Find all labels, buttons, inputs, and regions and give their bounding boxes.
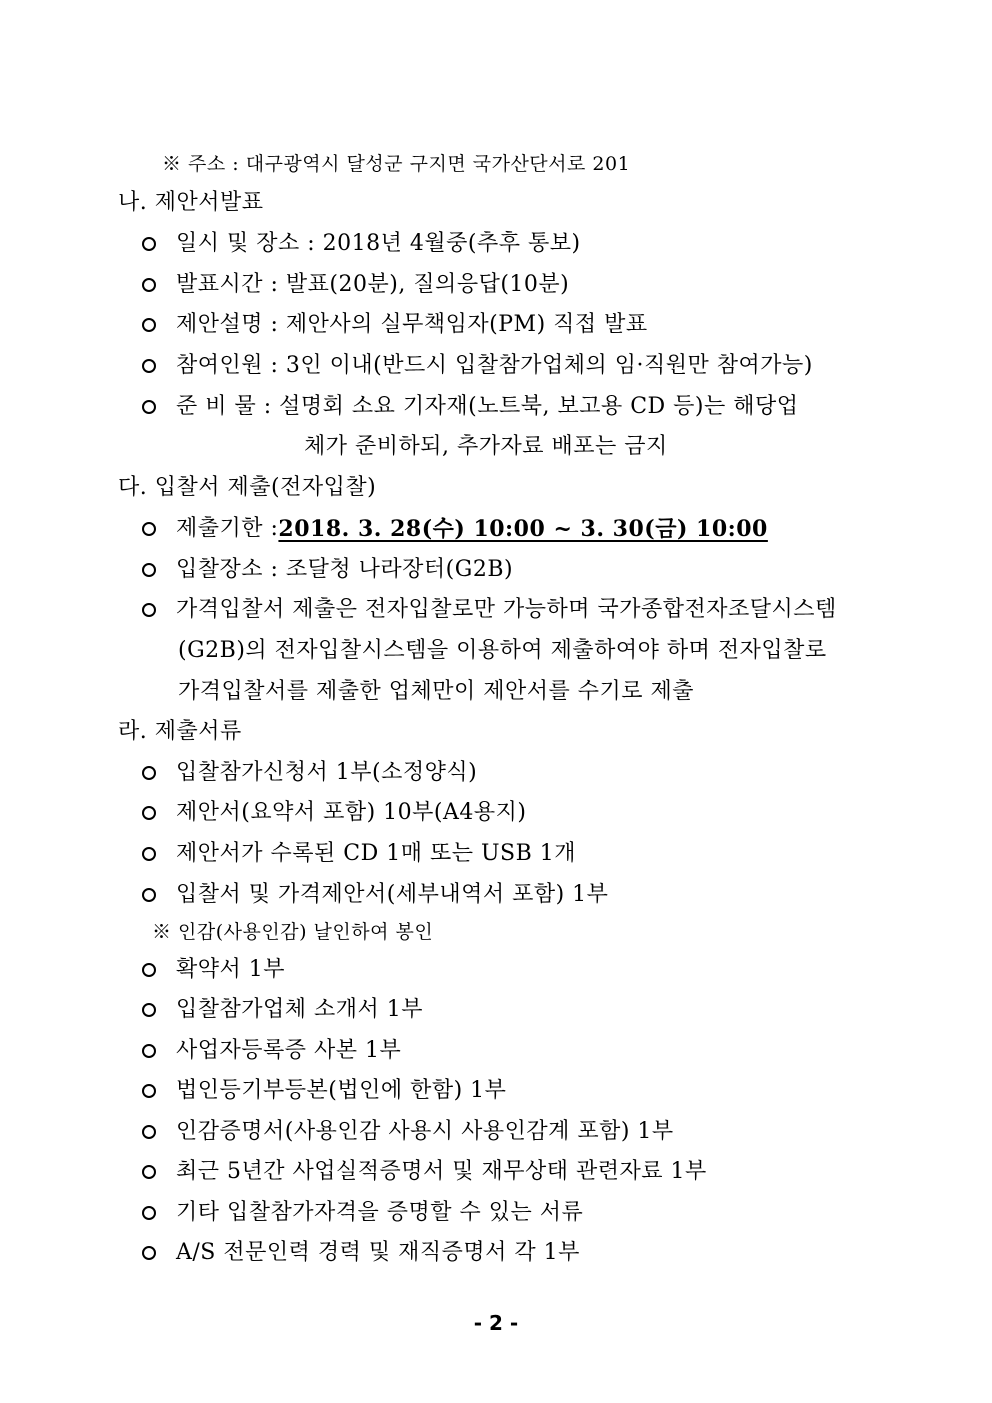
list-item bbox=[142, 351, 813, 381]
list-item bbox=[142, 270, 569, 300]
circle-bullet-icon bbox=[142, 1044, 156, 1058]
list-item-text: 준 비 물 : 설명회 소요 기자재(노트북, 보고용 CD 등)는 해당업 bbox=[176, 394, 799, 419]
list-item-text: 사업자등록증 사본 1부 bbox=[176, 1038, 402, 1063]
list-item bbox=[142, 1036, 401, 1066]
list-item-text: 일시 및 장소 : 2018년 4월중(추후 통보) bbox=[176, 231, 581, 256]
list-item-continuation: 체가 준비하되, 추가자료 배포는 금지 bbox=[304, 434, 668, 459]
circle-bullet-icon bbox=[142, 1084, 156, 1098]
section-na-title: 나. 제안서발표 bbox=[118, 190, 264, 215]
list-item bbox=[142, 839, 576, 869]
circle-bullet-icon bbox=[142, 1246, 156, 1260]
section-ra-title: 라. 제출서류 bbox=[118, 719, 242, 744]
list-item-text: 기타 입찰참가자격을 증명할 수 있는 서류 bbox=[176, 1200, 584, 1225]
address-note: ※ 주소 : 대구광역시 달성군 구지면 국가산단서로 201 bbox=[162, 153, 631, 175]
list-item bbox=[142, 1117, 674, 1147]
list-item bbox=[142, 955, 285, 985]
list-item-text: 가격입찰서 제출은 전자입찰로만 가능하며 국가종합전자조달시스템 bbox=[176, 597, 837, 622]
list-item-text: 입찰참가신청서 1부(소정양식) bbox=[176, 760, 478, 785]
list-item bbox=[142, 514, 768, 544]
list-item-text: 인감증명서(사용인감 사용시 사용인감계 포함) 1부 bbox=[176, 1119, 674, 1144]
circle-bullet-icon bbox=[142, 278, 156, 292]
circle-bullet-icon bbox=[142, 400, 156, 414]
deadline-label: 제출기한 : bbox=[176, 516, 279, 541]
circle-bullet-icon bbox=[142, 603, 156, 617]
list-item-text: 입찰참가업체 소개서 1부 bbox=[176, 997, 424, 1022]
circle-bullet-icon bbox=[142, 847, 156, 861]
circle-bullet-icon bbox=[142, 359, 156, 373]
circle-bullet-icon bbox=[142, 963, 156, 977]
section-da-title: 다. 입찰서 제출(전자입찰) bbox=[118, 475, 377, 500]
circle-bullet-icon bbox=[142, 563, 156, 577]
seal-note: ※ 인감(사용인감) 날인하여 봉인 bbox=[152, 921, 434, 943]
list-item bbox=[142, 555, 513, 585]
list-item-continuation: 가격입찰서를 제출한 업체만이 제안서를 수기로 제출 bbox=[178, 679, 695, 704]
list-item-text: 제안설명 : 제안사의 실무책임자(PM) 직접 발표 bbox=[176, 312, 648, 337]
list-item bbox=[142, 310, 648, 340]
list-item bbox=[142, 1157, 707, 1187]
circle-bullet-icon bbox=[142, 888, 156, 902]
circle-bullet-icon bbox=[142, 1206, 156, 1220]
list-item-text: 최근 5년간 사업실적증명서 및 재무상태 관련자료 1부 bbox=[176, 1159, 707, 1184]
list-item-text: 제안서가 수록된 CD 1매 또는 USB 1개 bbox=[176, 841, 576, 866]
list-item-text: 확약서 1부 bbox=[176, 957, 285, 982]
list-item bbox=[142, 995, 423, 1025]
list-item bbox=[142, 758, 477, 788]
circle-bullet-icon bbox=[142, 1165, 156, 1179]
circle-bullet-icon bbox=[142, 806, 156, 820]
list-item bbox=[142, 1238, 580, 1268]
list-item-text: 발표시간 : 발표(20분), 질의응답(10분) bbox=[176, 272, 570, 297]
list-item-text: 법인등기부등본(법인에 한함) 1부 bbox=[176, 1078, 507, 1103]
list-item bbox=[142, 595, 837, 625]
circle-bullet-icon bbox=[142, 1003, 156, 1017]
list-item bbox=[142, 392, 799, 422]
circle-bullet-icon bbox=[142, 522, 156, 536]
list-item bbox=[142, 1076, 506, 1106]
circle-bullet-icon bbox=[142, 318, 156, 332]
list-item-text: 입찰서 및 가격제안서(세부내역서 포함) 1부 bbox=[176, 882, 609, 907]
page-number: - 2 - bbox=[473, 1311, 519, 1335]
list-item-text: 입찰장소 : 조달청 나라장터(G2B) bbox=[176, 557, 514, 582]
list-item-text: A/S 전문인력 경력 및 재직증명서 각 1부 bbox=[176, 1240, 580, 1265]
circle-bullet-icon bbox=[142, 1125, 156, 1139]
list-item-text: 참여인원 : 3인 이내(반드시 입찰참가업체의 임·직원만 참여가능) bbox=[176, 353, 813, 378]
list-item bbox=[142, 1198, 583, 1228]
list-item-text: 제안서(요약서 포함) 10부(A4용지) bbox=[176, 800, 527, 825]
list-item-continuation: (G2B)의 전자입찰시스템을 이용하여 제출하여야 하며 전자입찰로 bbox=[178, 638, 827, 663]
list-item bbox=[142, 798, 526, 828]
list-item bbox=[142, 229, 581, 259]
circle-bullet-icon bbox=[142, 766, 156, 780]
deadline-value: 2018. 3. 28(수) 10:00 ~ 3. 30(금) 10:00 bbox=[278, 516, 768, 542]
circle-bullet-icon bbox=[142, 237, 156, 251]
list-item bbox=[142, 880, 608, 910]
